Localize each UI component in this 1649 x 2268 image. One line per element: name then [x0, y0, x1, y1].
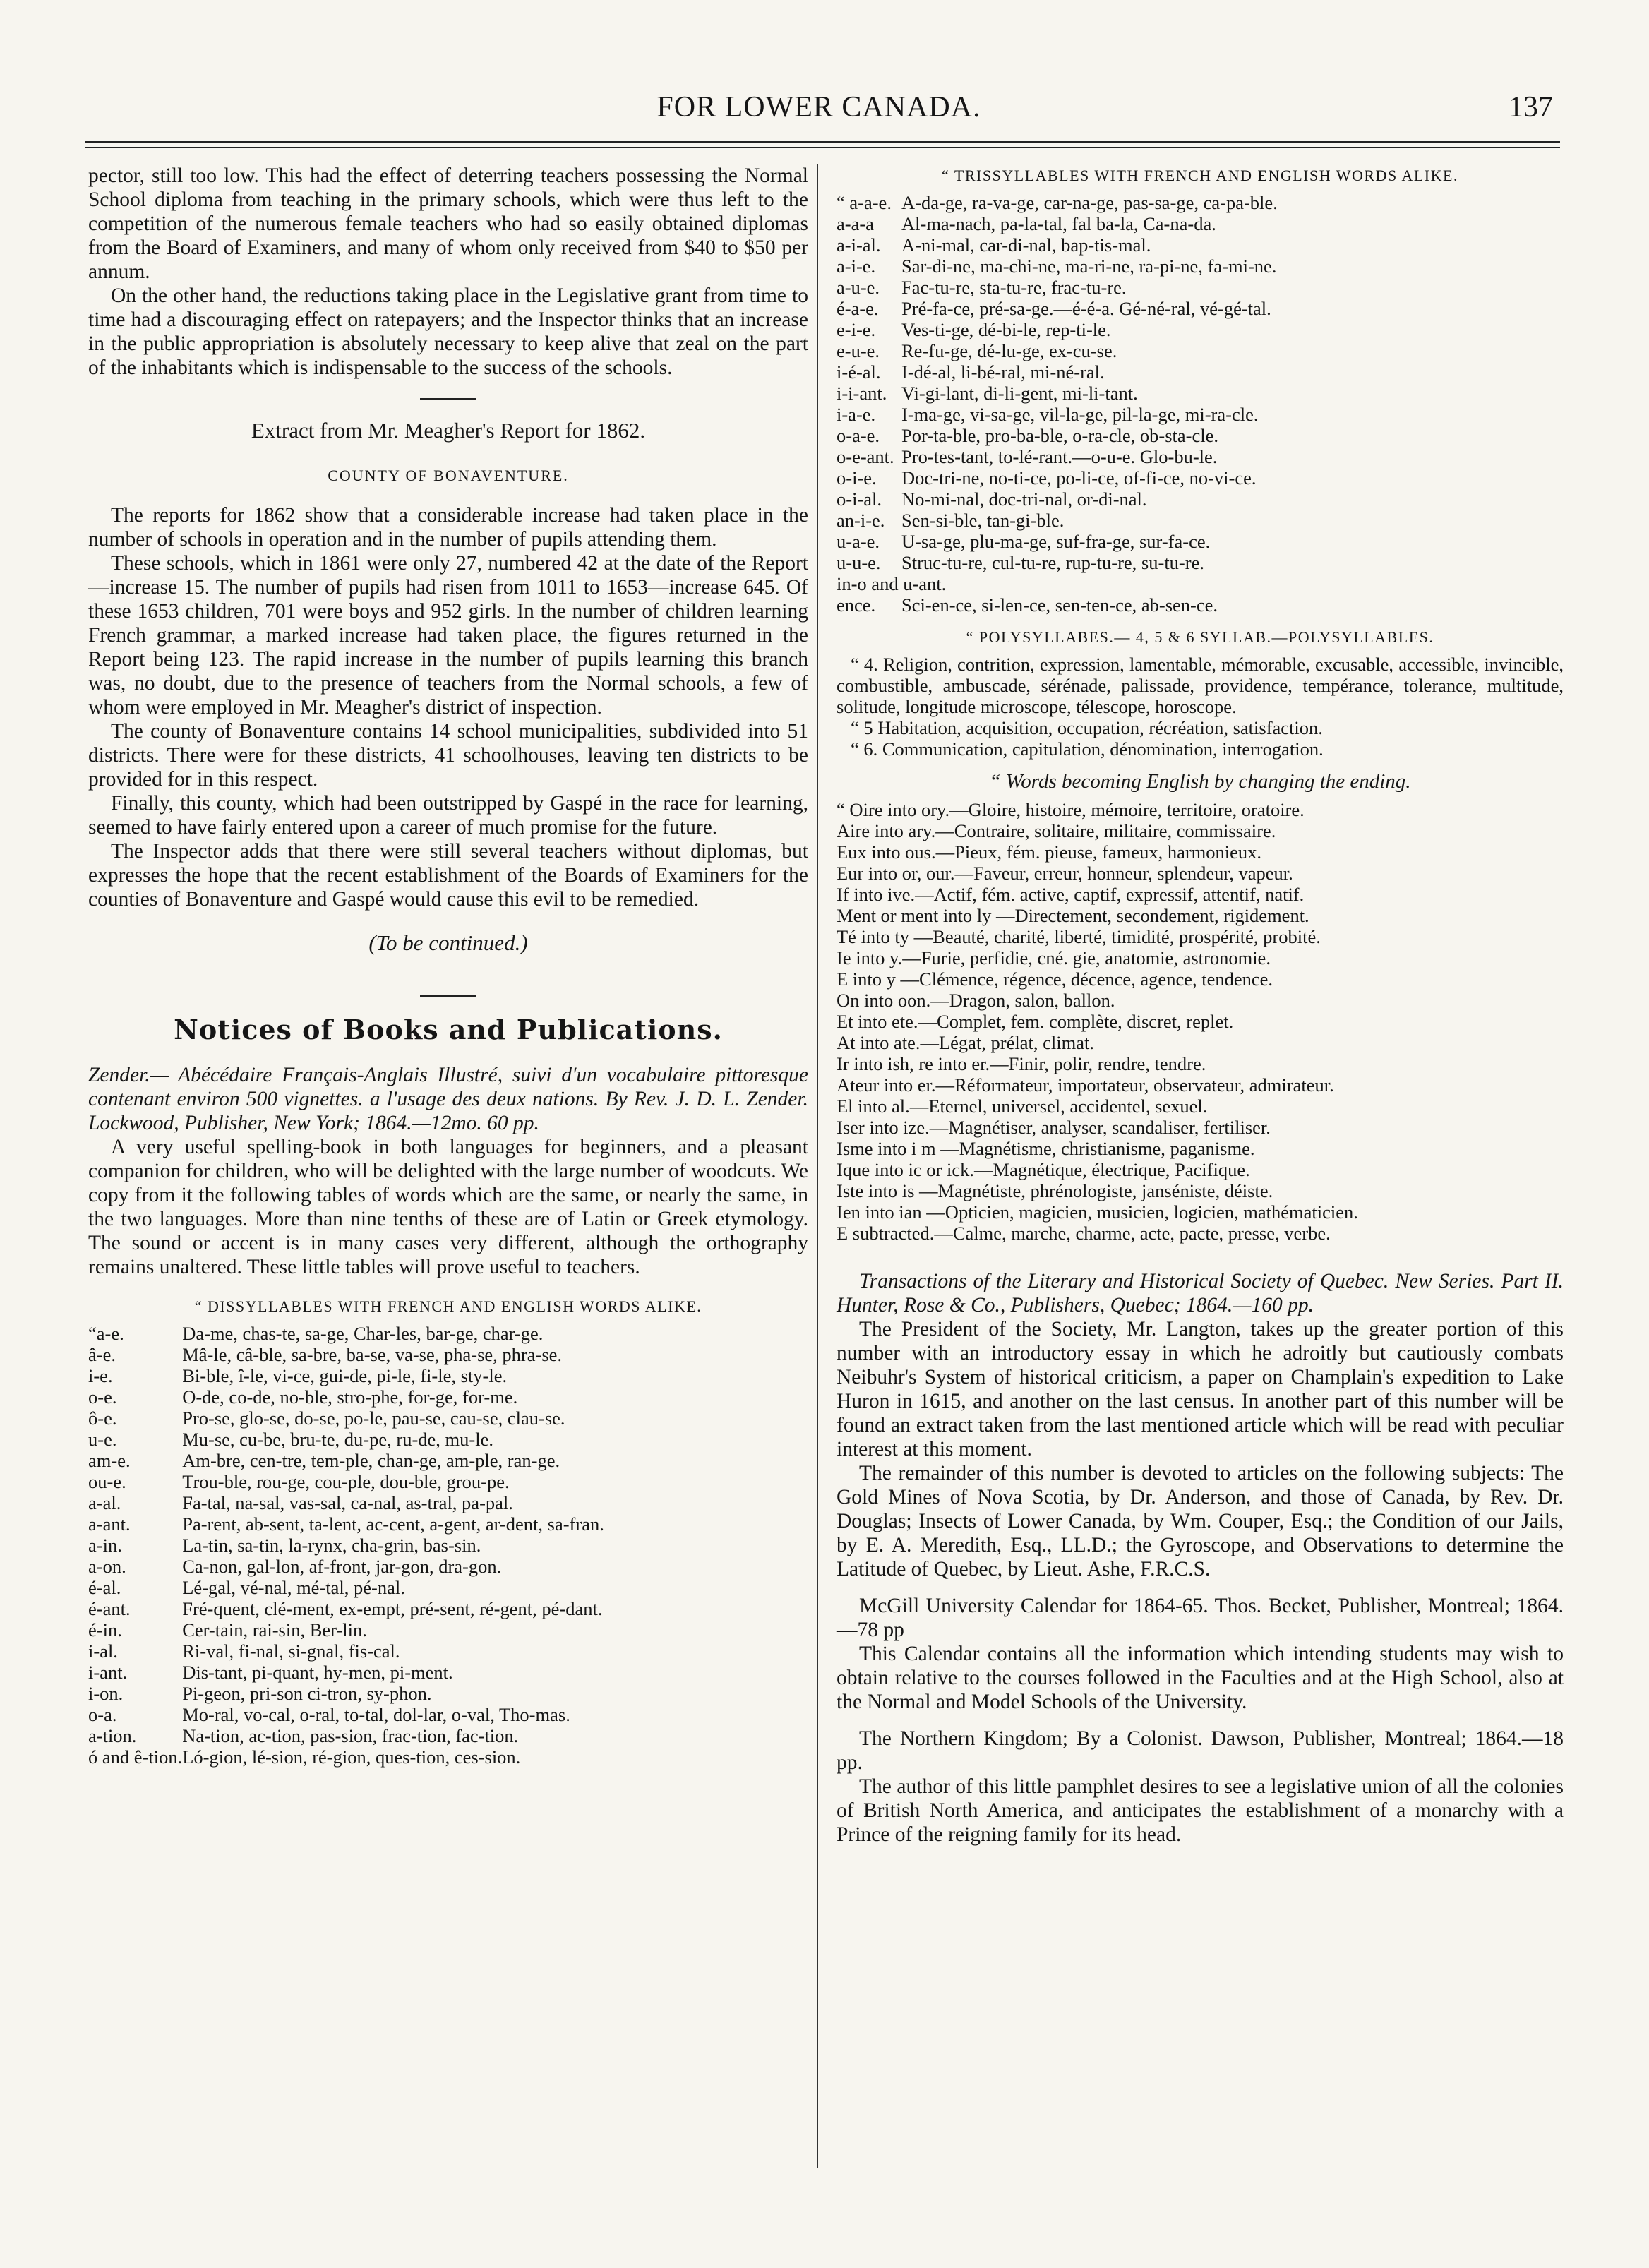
book-entry: Zender.— Abécédaire Français-Anglais Illustré, suivi d'un vocabulaire pittoresque contenant environ 500 vignettes. a l'usage des deux nations. By Rev. J. D. L. Zender. Lockwood, Publisher, New York; 1864.—12mo. 60 pp.	[88, 1064, 808, 1134]
table-row: o-a-e. Por-ta-ble, pro-ba-ble, o-ra-cle, ob-sta-cle.	[837, 425, 1219, 446]
table-row: o-e. O-de, co-de, no-ble, stro-phe, for-ge, for-me.	[88, 1386, 518, 1408]
list-item: Ique into ic or ick.—Magnétique, électrique, Pacifique.	[837, 1159, 1250, 1180]
paragraph: pector, still too low. This had the effect of deterring teachers possessing the Normal School diploma from teaching in the primary schools, which were thus left to the competition of the numerous female teachers who had so easily obtained diplomas from the Board of Examiners, and many of whom only received from $40 to $50 per annum.	[88, 164, 808, 283]
table-row: i-al. Ri-val, fi-nal, si-gnal, fis-cal.	[88, 1640, 400, 1662]
table-row: am-e. Am-bre, cen-tre, tem-ple, chan-ge, am-ple, ran-ge.	[88, 1450, 560, 1471]
table-row: “ a-a-e. A-da-ge, ra-va-ge, car-na-ge, pas-sa-ge, ca-pa-ble.	[837, 192, 1278, 213]
book-entry: McGill University Calendar for 1864-65. Thos. Becket, Publisher, Montreal; 1864.—78 pp	[837, 1595, 1564, 1641]
paragraph: “ 6. Communication, capitulation, dénomination, interrogation.	[851, 738, 1324, 760]
book-entry: The Northern Kingdom; By a Colonist. Dawson, Publisher, Montreal; 1864.—18 pp.	[837, 1727, 1564, 1774]
table-heading: “ DISSYLLABLES WITH FRENCH AND ENGLISH WORDS ALIKE.	[194, 1297, 702, 1315]
table-row: a-a-a Al-ma-nach, pa-la-tal, fal ba-la, Ca-na-da.	[837, 213, 1216, 234]
table-row: e-i-e. Ves-ti-ge, dé-bi-le, rep-ti-le.	[837, 319, 1111, 340]
list-item: Ateur into er.—Réformateur, importateur, observateur, admirateur.	[837, 1074, 1334, 1096]
paragraph: Finally, this county, which had been outstripped by Gaspé in the race for learning, seemed to have fairly entered upon a career of much promise for the future.	[88, 792, 808, 839]
list-item: El into al.—Eternel, universel, accidentel, sexuel.	[837, 1096, 1208, 1117]
table-row: u-u-e. Struc-tu-re, cul-tu-re, rup-tu-re, su-tu-re.	[837, 552, 1204, 573]
paragraph: This Calendar contains all the information which intending students may wish to obtain relative to the courses followed in the Faculties and at the High School, also at the Normal and Model Schools of the University.	[837, 1643, 1564, 1713]
paragraph: On the other hand, the reductions taking place in the Legislative grant from time to time had a discouraging effect on ratepayers; and the Inspector thinks that an increase in the public appropriation is absolutely necessary to keep alive that zeal on the part of the inhabitants which is indispensable to the success of the schools.	[88, 284, 808, 379]
table-row: u-a-e. U-sa-ge, plu-ma-ge, suf-fra-ge, sur-fa-ce.	[837, 531, 1211, 552]
list-item: Eur into or, our.—Faveur, erreur, honneur, splendeur, vapeur.	[837, 863, 1293, 884]
left-column	[88, 164, 808, 1768]
table-row: o-i-al. No-mi-nal, doc-tri-nal, or-di-nal.	[837, 488, 1147, 510]
list-item: E subtracted.—Calme, marche, charme, acte, pacte, presse, verbe.	[837, 1223, 1331, 1244]
paragraph: The reports for 1862 show that a considerable increase had taken place in the number of schools in operation and in the number of pupils attending them.	[88, 504, 808, 551]
table-row: u-e. Mu-se, cu-be, bru-te, du-pe, ru-de, mu-le.	[88, 1429, 493, 1450]
dissyllables-table	[88, 1323, 808, 1768]
table-row: a-u-e. Fac-tu-re, sta-tu-re, frac-tu-re.	[837, 277, 1127, 298]
table-row: i-é-al. I-dé-al, li-bé-ral, mi-né-ral.	[837, 361, 1105, 383]
list-item: Ment or ment into ly —Directement, secondement, rigidement.	[837, 905, 1309, 926]
table-row: i-a-e. I-ma-ge, vi-sa-ge, vil-la-ge, pil-la-ge, mi-ra-cle.	[837, 404, 1259, 425]
table-row: an-i-e. Sen-si-ble, tan-gi-ble.	[837, 510, 1065, 531]
right-column	[837, 164, 1564, 1847]
table-heading: “ Words becoming English by changing the ending.	[989, 770, 1411, 793]
table-row: é-in. Cer-tain, rai-sin, Ber-lin.	[88, 1619, 367, 1640]
table-row: a-al. Fa-tal, na-sal, vas-sal, ca-nal, as-tral, pa-pal.	[88, 1492, 513, 1513]
divider	[420, 995, 476, 997]
paragraph: “ 5 Habitation, acquisition, occupation, récréation, satisfaction.	[851, 717, 1323, 738]
table-row: â-e. Mâ-le, câ-ble, sa-bre, ba-se, va-se, pha-se, phra-se.	[88, 1344, 563, 1365]
table-row: e-u-e. Re-fu-ge, dé-lu-ge, ex-cu-se.	[837, 340, 1117, 361]
table-heading: “ TRISSYLLABLES WITH FRENCH AND ENGLISH WORDS ALIKE.	[942, 167, 1458, 184]
paragraph: The author of this little pamphlet desires to see a legislative union of all the colonies of British North America, and anticipates the establishment of a monarchy with a Prince of the reigning family for its head.	[837, 1775, 1564, 1846]
paragraph: The Inspector adds that there were still several teachers without diplomas, but expresses the hope that the recent establishment of the Boards of Examiners for the counties of Bonaventure and Gaspé would cause this evil to be remedied.	[88, 840, 808, 911]
list-item: Té into ty —Beauté, charité, liberté, timidité, prospérité, probité.	[837, 926, 1321, 947]
list-item: Ie into y.—Furie, perfidie, cné. gie, anatomie, astronomie.	[837, 947, 1271, 968]
table-row: i-i-ant. Vi-gi-lant, di-li-gent, mi-li-tant.	[837, 383, 1138, 404]
paragraph: A very useful spelling-book in both languages for beginners, and a pleasant companion for children, who will be delighted with the large number of woodcuts. We copy from it the following tables of words which are the same, or nearly the same, in the two languages. More than nine tenths of these are of Latin or Greek etymology. The sound or accent is in many cases very different, although the orthography remains unaltered. These little tables will prove useful to teachers.	[88, 1136, 808, 1278]
column-divider	[817, 164, 818, 2168]
running-title: FOR LOWER CANADA.	[656, 91, 981, 124]
list-item: Iser into ize.—Magnétiser, analyser, scandaliser, fertiliser.	[837, 1117, 1271, 1138]
continued-note: (To be continued.)	[368, 930, 528, 955]
table-row: in-o and u-ant.	[837, 573, 947, 594]
list-item: On into oon.—Dragon, salon, ballon.	[837, 990, 1115, 1011]
header-rule-thin	[85, 147, 1560, 148]
list-item: Aire into ary.—Contraire, solitaire, militaire, commissaire.	[837, 820, 1276, 841]
table-row: ô-e. Pro-se, glo-se, do-se, po-le, pau-se, cau-se, clau-se.	[88, 1408, 565, 1429]
paragraph: These schools, which in 1861 were only 27, numbered 42 at the date of the Report—increase 15. The number of pupils had risen from 1011 to 1653—increase 645. Of these 1653 children, 701 were boys and 952 girls. In the number of children learning French grammar, a marked increase had taken place, the figures returned in the Report being 123. The rapid increase in the number of pupils learning this branch was, no doubt, due to the presence of teachers from the Normal schools, a few of whom were employed in Mr. Meagher's district of inspection.	[88, 552, 808, 719]
table-row: o-e-ant. Pro-tes-tant, to-lé-rant.—o-u-e. Glo-bu-le.	[837, 446, 1218, 467]
list-item: Et into ete.—Complet, fem. complète, discret, replet.	[837, 1011, 1234, 1032]
header-rule	[85, 141, 1560, 143]
paragraph: The President of the Society, Mr. Langton, takes up the greater portion of this number with an introductory essay in which he adroitly but cautiously combats Neibuhr's System of historical criticism, a paper on Champlain's expedition to Lake Huron in 1615, and another on the last census. In another part of this number will be found an extract taken from the last mentioned article which will be read with peculiar interest at this moment.	[837, 1318, 1564, 1460]
list-item: If into ive.—Actif, fém. active, captif, expressif, attentif, natif.	[837, 884, 1305, 905]
list-item: Ir into ish, re into er.—Finir, polir, rendre, tendre.	[837, 1053, 1206, 1074]
list-item: “ Oire into ory.—Gloire, histoire, mémoire, territoire, oratoire.	[837, 799, 1305, 820]
list-item: Iste into is —Magnétiste, phrénologiste, janséniste, déiste.	[837, 1180, 1273, 1201]
extract-title: Extract from Mr. Meagher's Report for 1862.	[251, 418, 646, 443]
table-row: a-tion. Na-tion, ac-tion, pas-sion, frac-tion, fac-tion.	[88, 1725, 519, 1746]
paragraph: “ 4. Religion, contrition, expression, lamentable, mémorable, excusable, accessible, invincible, combustible, ambuscade, sérénade, palissade, providence, tempérance, tolerance, multitude, solitude, longitude microscope, télescope, horoscope.	[837, 654, 1564, 717]
paragraph: The county of Bonaventure contains 14 school municipalities, subdivided into 51 districts. There were for these districts, 41 schoolhouses, leaving ten districts to be provided for in this respect.	[88, 720, 808, 791]
list-item: Isme into i m —Magnétisme, christianisme, paganisme.	[837, 1138, 1255, 1159]
table-row: “a-e. Da-me, chas-te, sa-ge, Char-les, bar-ge, char-ge.	[88, 1323, 544, 1344]
table-row: a-i-e. Sar-di-ne, ma-chi-ne, ma-ri-ne, ra-pi-ne, fa-mi-ne.	[837, 256, 1277, 277]
list-item: E into y —Clémence, régence, décence, agence, tendence.	[837, 968, 1273, 990]
table-row: ence. Sci-en-ce, si-len-ce, sen-ten-ce, ab-sen-ce.	[837, 594, 1218, 616]
table-row: é-ant. Fré-quent, clé-ment, ex-empt, pré-sent, ré-gent, pé-dant.	[88, 1598, 603, 1619]
page-number: 137	[1509, 91, 1553, 124]
table-row: é-a-e. Pré-fa-ce, pré-sa-ge.—é-é-a. Gé-né-ral, vé-gé-tal.	[837, 298, 1271, 319]
table-row: o-i-e. Doc-tri-ne, no-ti-ce, po-li-ce, of-fi-ce, no-vi-ce.	[837, 467, 1257, 488]
divider	[420, 398, 476, 400]
list-item: At into ate.—Légat, prélat, climat.	[837, 1032, 1094, 1053]
county-heading: COUNTY OF BONAVENTURE.	[328, 467, 569, 484]
paragraph: The remainder of this number is devoted to articles on the following subjects: The Gold Mines of Nova Scotia, by Dr. Anderson, and those of Canada, by Rev. Dr. Douglas; Insects of Lower Canada, by Wm. Couper, Esq.; the Condition of our Jails, by E. A. Meredith, Esq., LL.D.; the Gyroscope, and Observations to determine the Latitude of Quebec, by Lieut. Ashe, F.R.C.S.	[837, 1462, 1564, 1580]
table-row: i-ant. Dis-tant, pi-quant, hy-men, pi-ment.	[88, 1662, 453, 1683]
table-row: a-i-al. A-ni-mal, car-di-nal, bap-tis-mal.	[837, 234, 1151, 256]
list-item: Ien into ian —Opticien, magicien, musicien, logicien, mathématicien.	[837, 1201, 1358, 1223]
table-row: i-on. Pi-geon, pri-son ci-tron, sy-phon.	[88, 1683, 432, 1704]
table-row: a-on. Ca-non, gal-lon, af-front, jar-gon, dra-gon.	[88, 1556, 502, 1577]
table-row: é-al. Lé-gal, vé-nal, mé-tal, pé-nal.	[88, 1577, 405, 1598]
table-row: a-ant. Pa-rent, ab-sent, ta-lent, ac-cent, a-gent, ar-dent, sa-fran.	[88, 1513, 604, 1535]
table-row: i-e. Bi-ble, î-le, vi-ce, gui-de, pi-le, fi-le, sty-le.	[88, 1365, 508, 1386]
trissyllables-table	[837, 192, 1564, 616]
endings-list	[837, 799, 1564, 1244]
table-row: ó and ê-tion. Ló-gion, lé-sion, ré-gion, ques-tion, ces-sion.	[88, 1746, 521, 1768]
book-entry: Transactions of the Literary and Historical Society of Quebec. New Series. Part II. Hunter, Rose & Co., Publishers, Quebec; 1864.—160 pp.	[837, 1270, 1564, 1316]
table-row: a-in. La-tin, sa-tin, la-rynx, cha-grin, bas-sin.	[88, 1535, 481, 1556]
page-header	[85, 85, 1553, 134]
list-item: Eux into ous.—Pieux, fém. pieuse, fameux, harmonieux.	[837, 841, 1262, 863]
table-row: o-a. Mo-ral, vo-cal, o-ral, to-tal, dol-lar, o-val, Tho-mas.	[88, 1704, 570, 1725]
table-row: ou-e. Trou-ble, rou-ge, cou-ple, dou-ble, grou-pe.	[88, 1471, 510, 1492]
section-title: Notices of Books and Publications.	[174, 1014, 723, 1045]
table-heading: “ POLYSYLLABES.— 4, 5 & 6 SYLLAB.—POLYSYLLABLES.	[966, 628, 1434, 646]
